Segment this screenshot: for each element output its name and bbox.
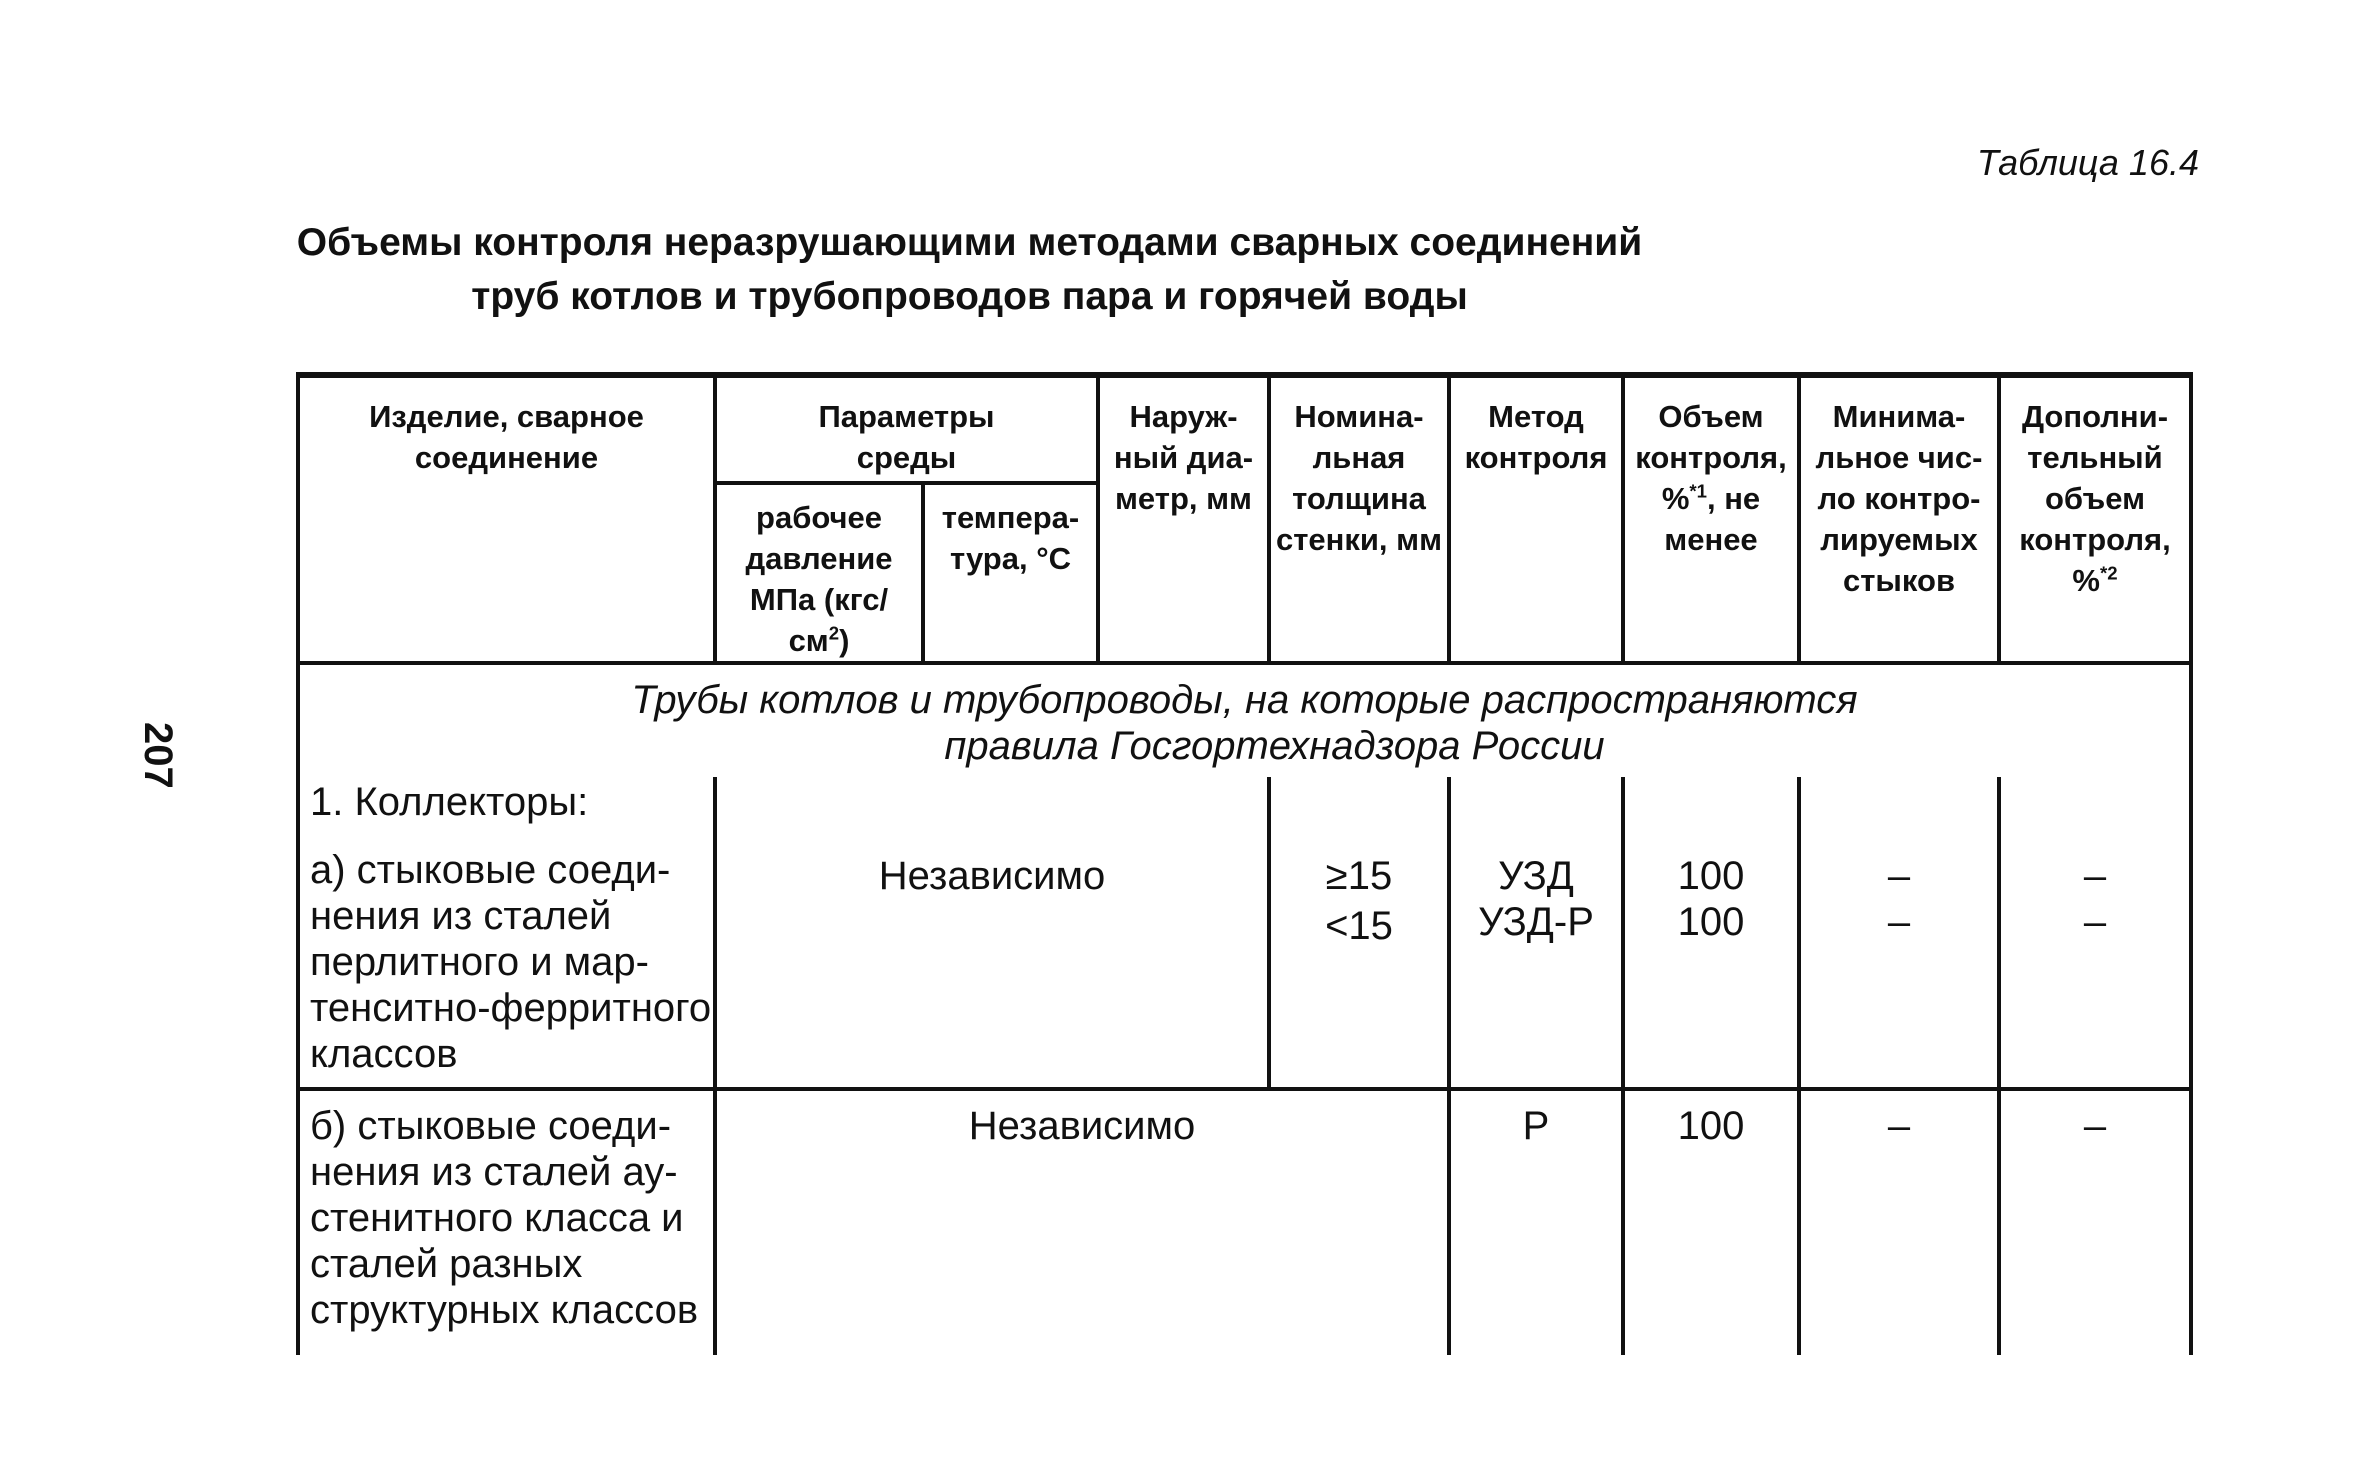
section-line-1: Трубы котлов и трубопроводы, на которые распространяются — [631, 678, 1858, 722]
title-line-2: труб котлов и трубопроводов пара и горячей воды — [471, 275, 1468, 318]
page-number: 207 — [136, 722, 180, 789]
row2-extra: – — [1999, 1089, 2191, 1355]
row2-params: Независимо — [715, 1089, 1449, 1355]
control-volume-table — [296, 372, 2193, 1355]
table-label: Таблица 16.4 — [1976, 142, 2199, 183]
row2-volume: 100 — [1623, 1089, 1799, 1355]
row1-extra: – – — [1999, 777, 2191, 1089]
row1-params: Независимо — [715, 777, 1269, 1089]
row1-thickness: ≥15 <15 — [1269, 777, 1449, 1089]
row2-label-cell — [298, 1089, 715, 1355]
row1-min-joints: – – — [1799, 777, 1999, 1089]
row1-volume: 100 100 — [1623, 777, 1799, 1089]
header-thickness: Номина-льная толщина стенки, мм — [1269, 375, 1449, 663]
header-diameter: Наруж-ный диа-метр, мм — [1098, 375, 1269, 663]
row2-min-joints: – — [1799, 1089, 1999, 1355]
header-temperature: темпера-тура, °С — [923, 483, 1098, 663]
section-heading — [298, 663, 2191, 777]
table-row — [298, 777, 2191, 1089]
title-line-1: Объемы контроля неразрушающими методами сварных соединений — [296, 221, 1643, 264]
row2-label: б) стыковые соеди-нения из сталей ау-стенитного класса и сталей разных структурных классов — [310, 1104, 699, 1332]
row1-label-cell — [298, 777, 715, 1089]
row1-method: УЗД УЗД-Р — [1449, 777, 1623, 1089]
row1-label: а) стыковые соеди-нения из сталей перлитного и мар-тенситно-ферритного классов — [310, 848, 712, 1076]
header-method: Метод контроля — [1449, 375, 1623, 663]
header-min-joints: Минима-льное чис-ло контро-лируемых стыков — [1799, 375, 1999, 663]
header-volume: Объем контроля, %$^{*1}$, не менее — [1623, 375, 1799, 663]
table-title — [0, 216, 1939, 324]
row2-method: Р — [1449, 1089, 1623, 1355]
section-line-2: правила Госгортехнадзора России — [944, 724, 1605, 768]
row1-title: 1. Коллекторы: — [310, 780, 589, 824]
table-row — [298, 1089, 2191, 1355]
header-pressure: рабочее давление МПа $(кгс/см^2)$ — [715, 483, 923, 663]
header-extra-volume: Дополни-тельный объем контроля, %$^{*2}$ — [1999, 375, 2191, 663]
header-params: Параметры среды — [715, 375, 1098, 483]
header-product: Изделие, сварное соединение — [298, 375, 715, 663]
